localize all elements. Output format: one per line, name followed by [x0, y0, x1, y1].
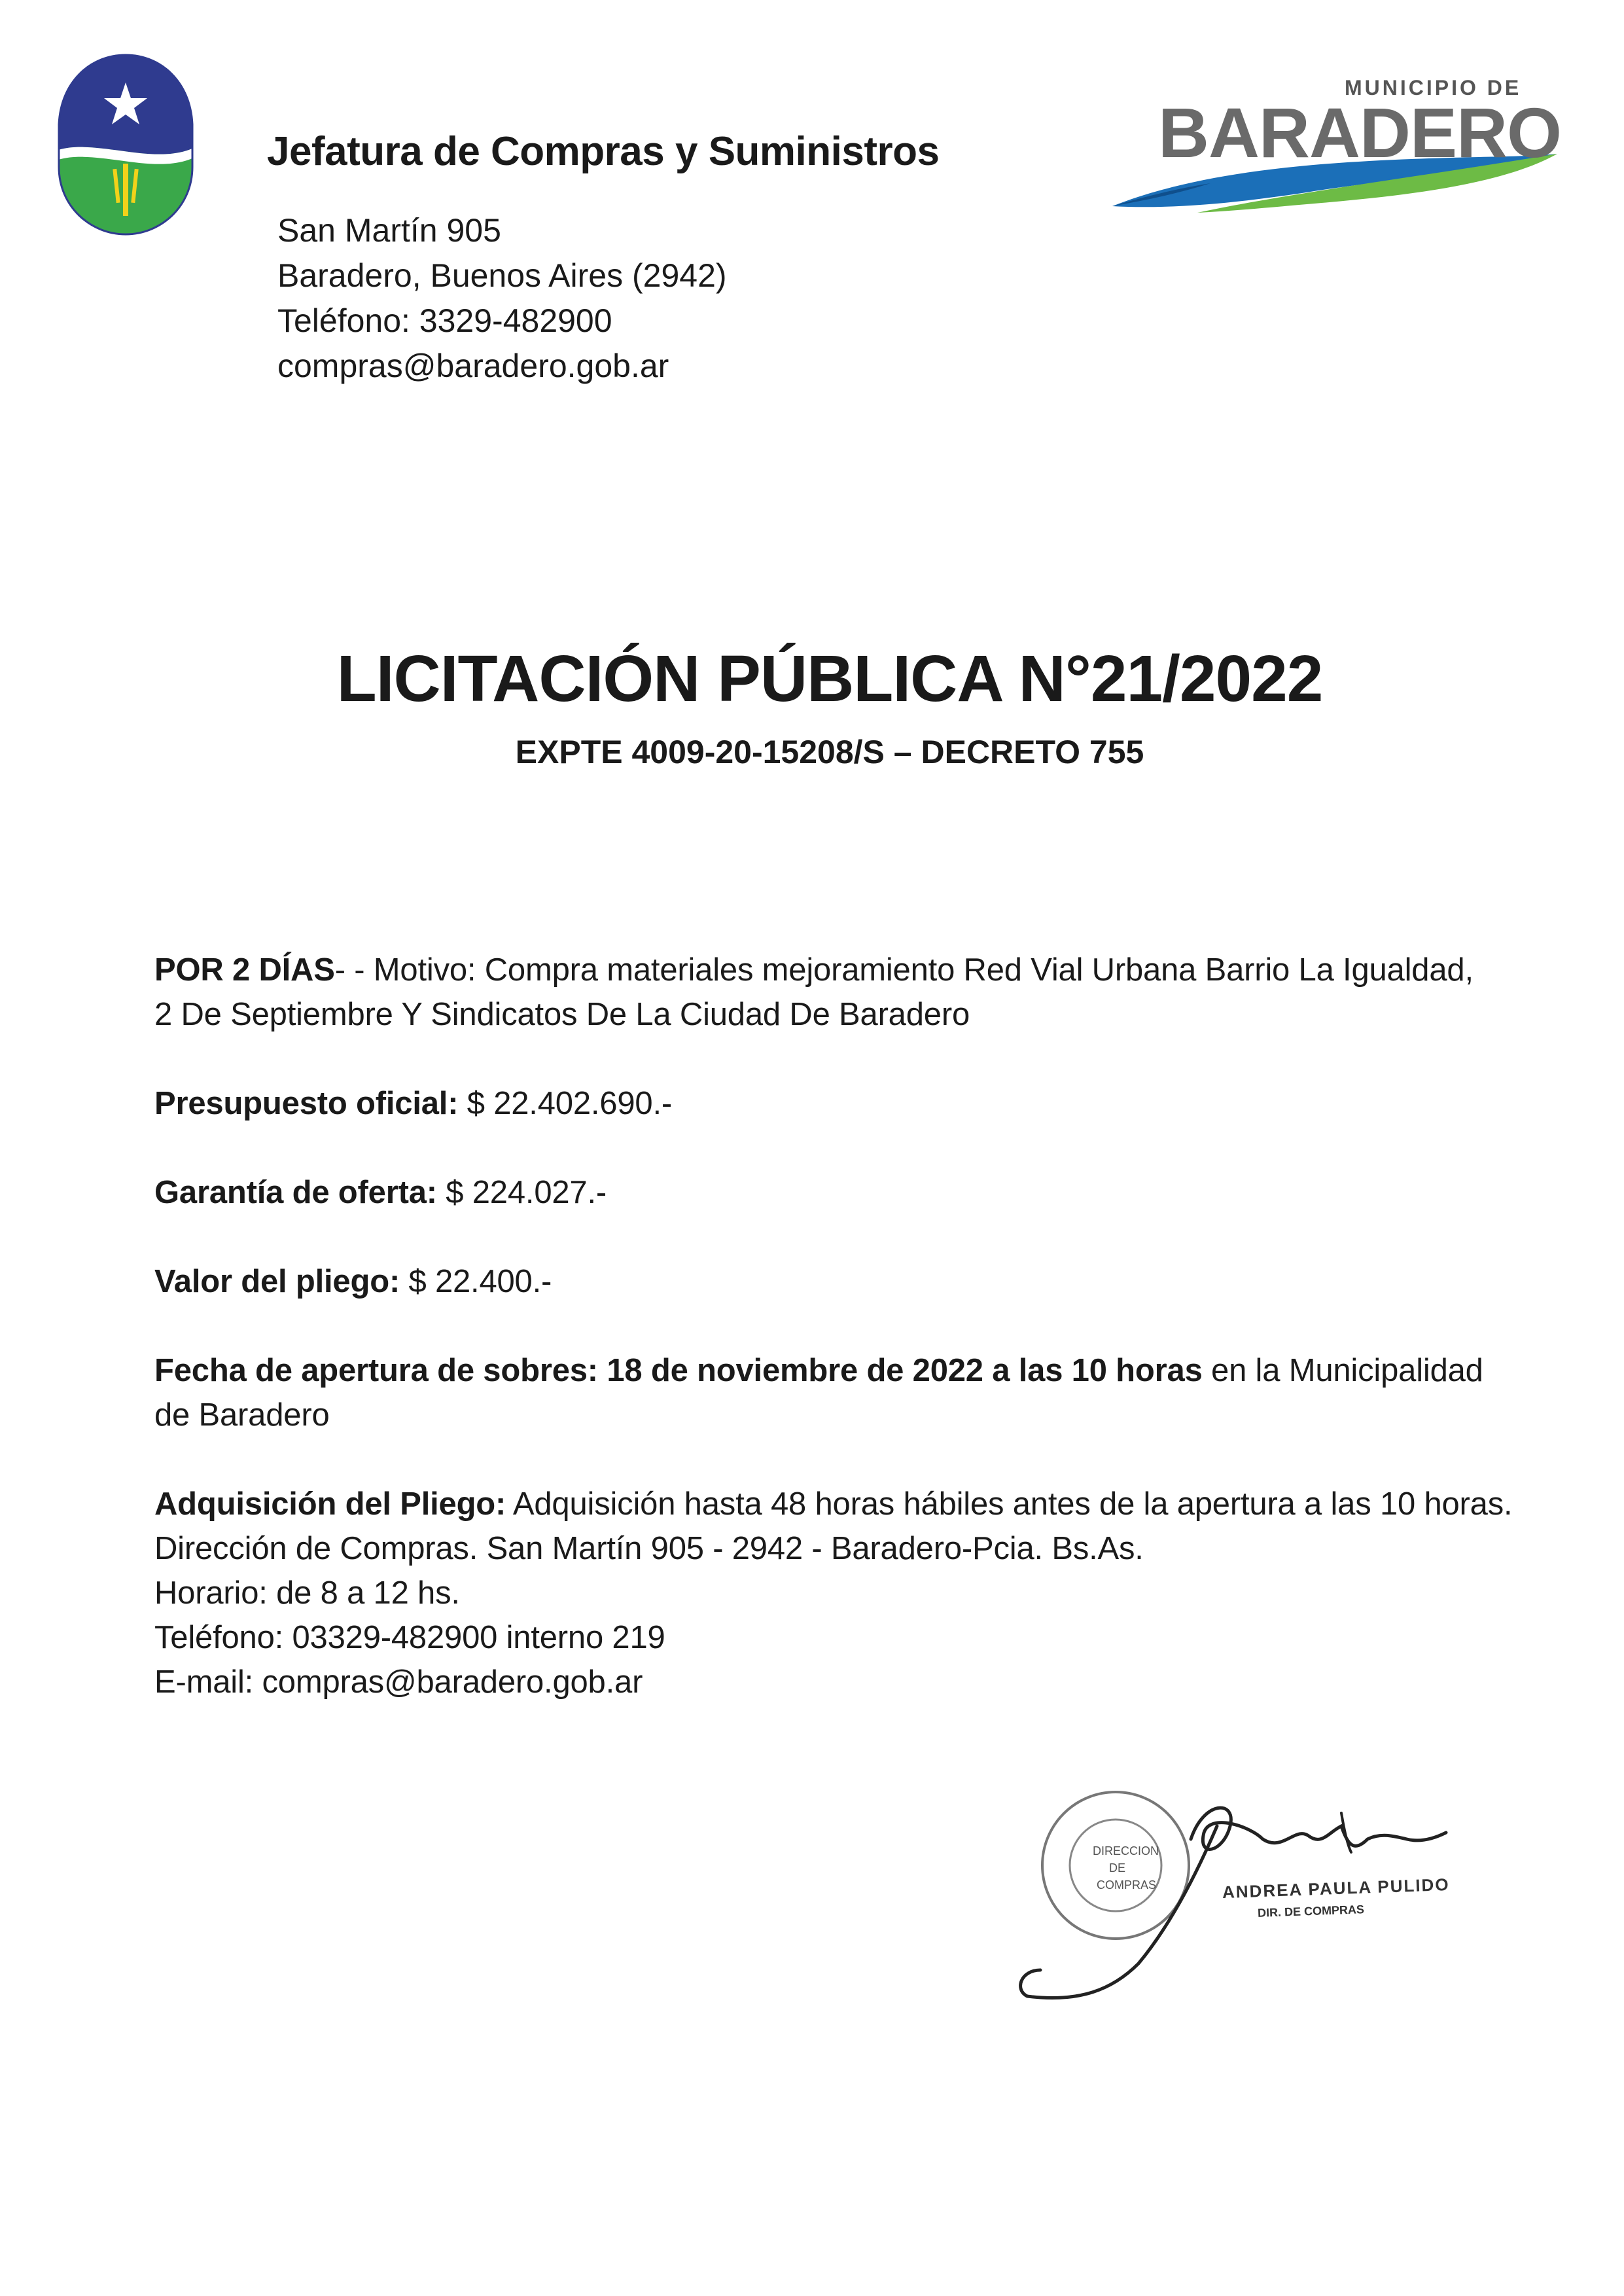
motivo-line-1	[154, 948, 1474, 992]
presupuesto-line	[154, 1081, 672, 1126]
signer-role: DIR. DE COMPRAS	[1257, 1903, 1365, 1920]
page-title: LICITACIÓN PÚBLICA N°21/2022	[336, 642, 1323, 715]
presupuesto-label: Presupuesto oficial:	[154, 1086, 459, 1121]
address-street: San Martín 905	[277, 212, 501, 249]
adquisicion-line	[154, 1482, 1512, 1526]
valor-line	[154, 1259, 552, 1304]
file-reference: EXPTE 4009-20-15208/S – DECRETO 755	[515, 734, 1144, 770]
address-phone: Teléfono: 3329-482900	[277, 302, 612, 339]
header-address	[277, 208, 727, 389]
fecha-text: en la Municipalidad	[1202, 1353, 1483, 1388]
valor-label: Valor del pliego:	[154, 1264, 400, 1299]
brand-subtitle: MUNICIPIO DE	[1345, 76, 1522, 99]
fecha-line-2: de Baradero	[154, 1397, 330, 1433]
garantia-label: Garantía de oferta:	[154, 1175, 437, 1210]
fecha-line-1	[154, 1348, 1483, 1393]
brand-name: BARADERO	[1158, 93, 1562, 172]
stamp-line-1: DIRECCION	[1093, 1844, 1159, 1857]
motivo-text: - - Motivo: Compra materiales mejoramiento Red Vial Urbana Barrio La Igualdad,	[334, 952, 1474, 988]
address-city: Baradero, Buenos Aires (2942)	[277, 257, 727, 294]
presupuesto-value: $ 22.402.690.-	[458, 1086, 672, 1121]
contact-phone: Teléfono: 03329-482900 interno 219	[154, 1620, 665, 1655]
fecha-label: Fecha de apertura de sobres: 18 de noviembre de 2022 a las 10 horas	[154, 1353, 1203, 1388]
address-email: compras@baradero.gob.ar	[277, 348, 669, 384]
stamp-line-3: COMPRAS	[1097, 1878, 1157, 1892]
contact-hours: Horario: de 8 a 12 hs.	[154, 1575, 460, 1611]
contact-office: Dirección de Compras. San Martín 905 - 2942 - Baradero-Pcia. Bs.As.	[154, 1531, 1144, 1566]
department-title: Jefatura de Compras y Suministros	[267, 129, 940, 174]
motivo-line-2: 2 De Septiembre Y Sindicatos De La Ciudad De Baradero	[154, 997, 970, 1032]
garantia-value: $ 224.027.-	[436, 1175, 607, 1210]
valor-value: $ 22.400.-	[400, 1264, 552, 1299]
adquisicion-text: Adquisición hasta 48 horas hábiles antes de la apertura a las 10 horas.	[506, 1486, 1513, 1522]
stamp-line-2: DE	[1109, 1861, 1126, 1874]
garantia-line	[154, 1170, 607, 1215]
adquisicion-label: Adquisición del Pliego:	[154, 1486, 506, 1522]
contact-email: E-mail: compras@baradero.gob.ar	[154, 1664, 643, 1700]
municipal-coat-of-arms-icon	[56, 52, 195, 237]
signer-name: ANDREA PAULA PULIDO	[1222, 1874, 1450, 1903]
motivo-label: POR 2 DÍAS	[154, 952, 335, 988]
